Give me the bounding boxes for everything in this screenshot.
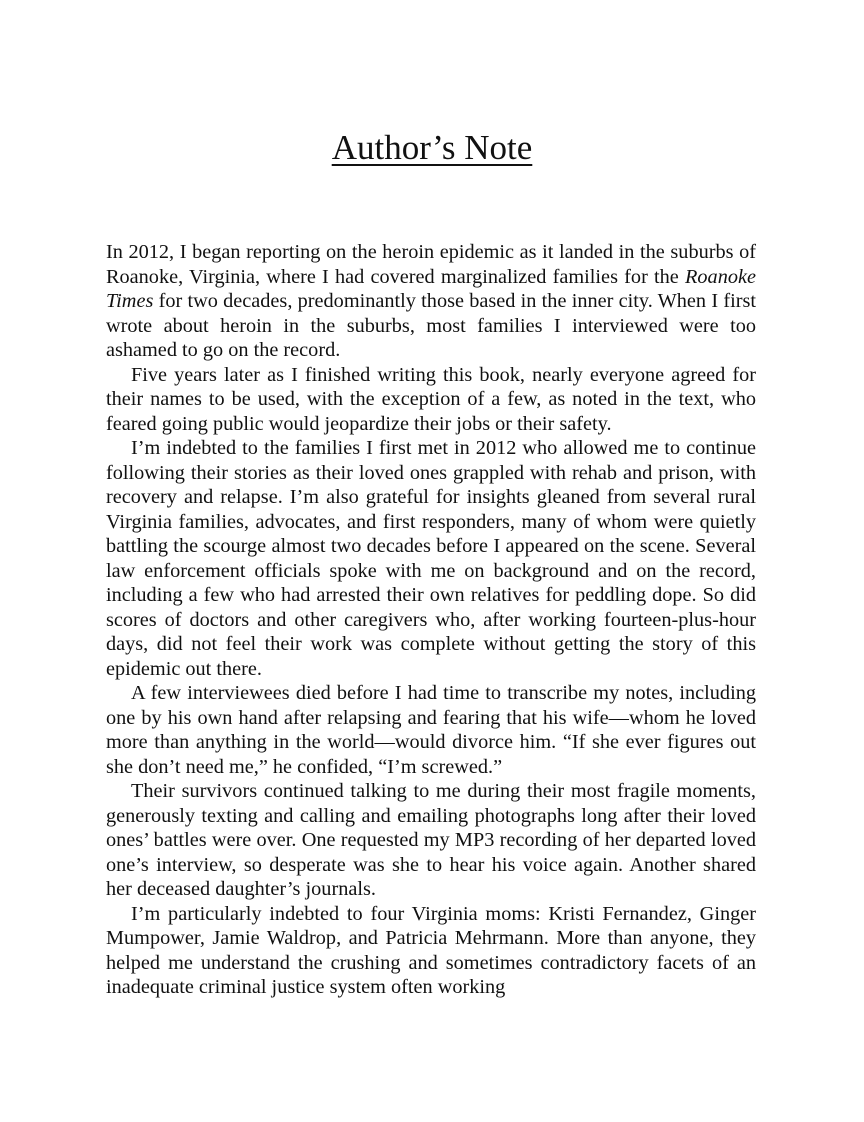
page-title bbox=[0, 126, 864, 170]
paragraph-2: Five years later as I finished writing this book, nearly everyone agreed for their names to be used, with the exception of a few, as noted in the text, who feared going public would jeopardize their jobs or their safety. bbox=[106, 363, 756, 435]
paragraph-1-text-a: In 2012, I began reporting on the heroin epidemic as it landed in the suburbs of Roanoke, Virginia, where I had covered marginalized families for the bbox=[106, 241, 756, 288]
paragraph-6: I’m particularly indebted to four Virginia moms: Kristi Fernandez, Ginger Mumpower, Jamie Waldrop, and Patricia Mehrmann. More than anyone, they helped me understand the crushing and sometimes contradictory facets of an inadequate criminal justice system often working bbox=[106, 902, 756, 998]
paragraph-1-text-b: for two decades, predominantly those based in the inner city. When I first wrote about heroin in the suburbs, most families I interviewed were too ashamed to go on the record. bbox=[106, 290, 756, 361]
paragraph-1 bbox=[106, 240, 756, 363]
paragraph-1-italic-title: Roanoke Times bbox=[106, 265, 756, 312]
paragraph-5: Their survivors continued talking to me during their most fragile moments, generously texting and calling and emailing photographs long after their loved ones’ battles were over. One requested my MP3 recording of her departed loved one’s interview, so desperate was she to hear his voice again. Another shared her deceased daughter’s journals. bbox=[106, 780, 756, 900]
body-text bbox=[106, 240, 756, 1000]
page-title-text: Author’s Note bbox=[331, 128, 533, 167]
paragraph-3: I’m indebted to the families I first met in 2012 who allowed me to continue following their stories as their loved ones grappled with rehab and prison, with recovery and relapse. I’m also grateful for insights gleaned from several rural Virginia families, advocates, and first responders, many of whom were quietly battling the scourge almost two decades before I appeared on the scene. Several law enforcement officials spoke with me on background and on the record, including a few who had arrested their own relatives for peddling dope. So did scores of doctors and other caregivers who, after working fourteen-plus-hour days, did not feel their work was complete without getting the story of this epidemic out there. bbox=[106, 437, 756, 680]
paragraph-4: A few interviewees died before I had time to transcribe my notes, including one by his own hand after relapsing and fearing that his wife—whom he loved more than anything in the world—would divorce him. “If she ever figures out she don’t need me,” he confided, “I’m screwed.” bbox=[106, 682, 756, 778]
